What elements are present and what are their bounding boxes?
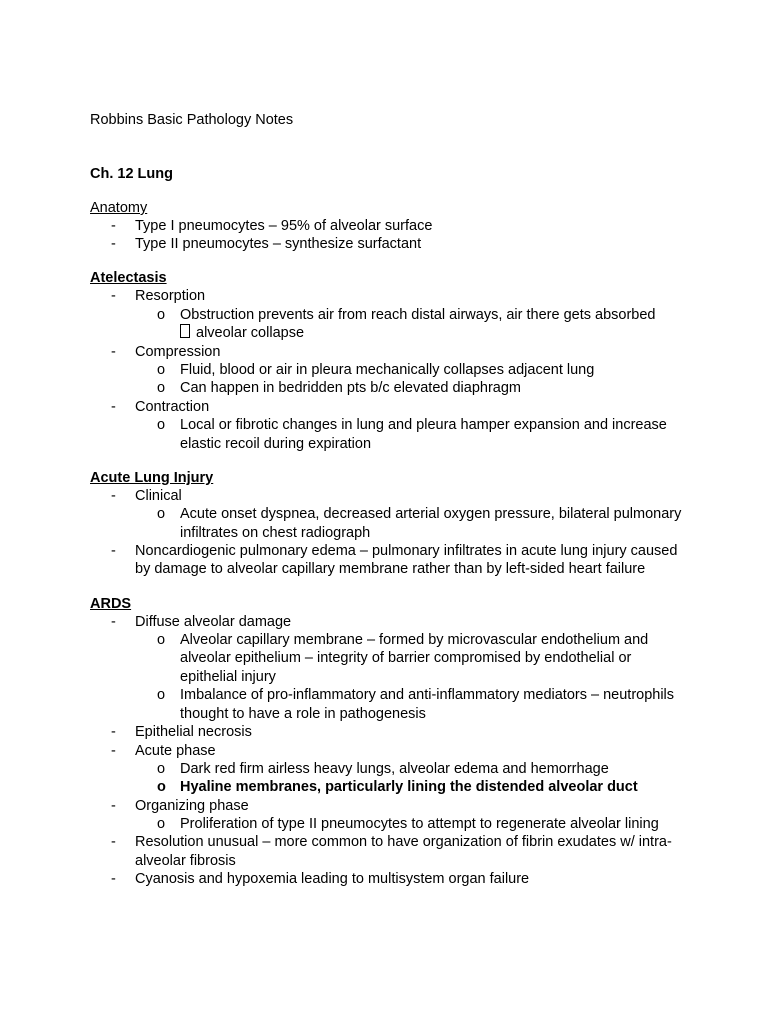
dash-bullet: - — [111, 724, 116, 741]
sub-list-item — [135, 815, 690, 834]
section-heading-atelectasis: Atelectasis — [90, 270, 167, 287]
sub-list — [135, 631, 690, 724]
list-item — [90, 797, 690, 834]
section-atelectasis — [90, 269, 690, 453]
document-title: Robbins Basic Pathology Notes — [90, 112, 294, 128]
section-heading-acute-lung-injury: Acute Lung Injury — [90, 470, 214, 487]
circle-bullet: o — [157, 815, 166, 832]
sub-list-item — [135, 361, 690, 380]
circle-bullet: o — [157, 631, 166, 648]
sub-list-item-text: Proliferation of type II pneumocytes to attempt to regenerate alveolar lining — [180, 815, 659, 832]
sub-list-item-text: Alveolar capillary membrane – formed by microvascular endothelium and alveolar epithelium – integrity of barrier compromised by endothelial or epithelial injury — [180, 631, 649, 685]
sub-list — [135, 760, 690, 797]
section-acute-lung-injury — [90, 469, 690, 579]
sub-list — [135, 306, 690, 343]
acute-lung-injury-list — [90, 487, 690, 579]
circle-bullet: o — [157, 760, 166, 777]
sub-list-item — [135, 686, 690, 723]
circle-bullet: o — [157, 380, 166, 397]
sub-list-item-text: alveolar collapse — [196, 325, 305, 342]
dash-bullet: - — [111, 543, 116, 560]
circle-bullet: o — [157, 687, 166, 704]
sub-list-item-text: Fluid, blood or air in pleura mechanically collapses adjacent lung — [180, 361, 595, 378]
list-item-text: Compression — [135, 343, 221, 360]
list-item — [90, 287, 690, 342]
dash-bullet: - — [111, 613, 116, 630]
list-item — [90, 613, 690, 724]
list-item-text: Organizing phase — [135, 797, 249, 814]
document-page — [90, 110, 690, 904]
list-item-text: Type I pneumocytes – 95% of alveolar surface — [135, 218, 433, 234]
dash-bullet: - — [111, 742, 116, 759]
sub-list — [135, 505, 690, 542]
sub-list-item-text: Obstruction prevents air from reach distal airways, air there gets absorbed — [180, 306, 656, 323]
sub-list-item-text: Acute onset dyspnea, decreased arterial oxygen pressure, bilateral pulmonary infiltrates on chest radiograph — [180, 506, 682, 541]
dash-bullet: - — [111, 398, 116, 415]
sub-list-item — [135, 631, 690, 687]
list-item — [90, 870, 690, 888]
circle-bullet: o — [157, 506, 166, 523]
list-item-text: Resolution unusual – more common to have organization of fibrin exudates w/ intra-alveolar fibrosis — [135, 834, 672, 869]
list-item-text: Noncardiogenic pulmonary edema – pulmonary infiltrates in acute lung injury caused by damage to alveolar capillary membrane rather than by left-sided heart failure — [135, 543, 678, 578]
list-item-text: Epithelial necrosis — [135, 724, 252, 741]
sub-list — [135, 416, 690, 453]
list-item-text: Resorption — [135, 288, 206, 305]
list-item — [90, 833, 690, 869]
dash-bullet: - — [111, 488, 116, 505]
sub-list-item-text: Local or fibrotic changes in lung and pleura hamper expansion and increase elastic recoil during expiration — [180, 417, 667, 452]
sub-list-item — [135, 306, 690, 343]
anatomy-list — [90, 217, 690, 253]
sub-list-item — [135, 416, 690, 453]
sub-list — [135, 361, 690, 398]
list-item — [90, 235, 690, 253]
dash-bullet: - — [111, 797, 116, 814]
sub-list-item-text: Dark red firm airless heavy lungs, alveolar edema and hemorrhage — [180, 760, 609, 777]
dash-bullet: - — [111, 834, 116, 851]
list-item — [90, 742, 690, 797]
list-item — [90, 398, 690, 453]
sub-list-item — [135, 760, 690, 779]
circle-bullet: o — [157, 779, 166, 796]
chapter-heading: Ch. 12 Lung — [90, 166, 173, 182]
circle-bullet: o — [157, 306, 166, 323]
section-ards — [90, 595, 690, 888]
sub-list — [135, 815, 690, 834]
ards-list — [90, 613, 690, 888]
sub-list-item — [135, 379, 690, 398]
section-anatomy — [90, 199, 690, 253]
sub-list-item — [135, 778, 690, 797]
section-heading-anatomy: Anatomy — [90, 200, 148, 216]
list-item — [90, 217, 690, 235]
list-item-text: Clinical — [135, 488, 182, 505]
sub-list-item — [135, 505, 690, 542]
list-item-text: Acute phase — [135, 742, 216, 759]
list-item-text: Contraction — [135, 398, 210, 415]
section-heading-ards: ARDS — [90, 595, 132, 612]
circle-bullet: o — [157, 417, 166, 434]
list-item — [90, 723, 690, 741]
list-item-text: Type II pneumocytes – synthesize surfactant — [135, 236, 422, 253]
list-item-text: Cyanosis and hypoxemia leading to multisystem organ failure — [135, 870, 530, 887]
dash-bullet: - — [111, 236, 116, 253]
dash-bullet: - — [111, 218, 116, 234]
dash-bullet: - — [111, 288, 116, 305]
sub-list-item-text: Hyaline membranes, particularly lining the distended alveolar duct — [180, 779, 638, 796]
sub-list-item-text: Imbalance of pro-inflammatory and anti-inflammatory mediators – neutrophils thought to have a role in pathogenesis — [180, 687, 675, 722]
atelectasis-list — [90, 287, 690, 453]
list-item — [90, 542, 690, 578]
list-item — [90, 343, 690, 398]
list-item — [90, 487, 690, 542]
list-item-text: Diffuse alveolar damage — [135, 613, 292, 630]
dash-bullet: - — [111, 343, 116, 360]
arrow-glyph-icon — [180, 324, 190, 338]
sub-list-item-text: Can happen in bedridden pts b/c elevated diaphragm — [180, 380, 521, 397]
circle-bullet: o — [157, 361, 166, 378]
dash-bullet: - — [111, 870, 116, 887]
